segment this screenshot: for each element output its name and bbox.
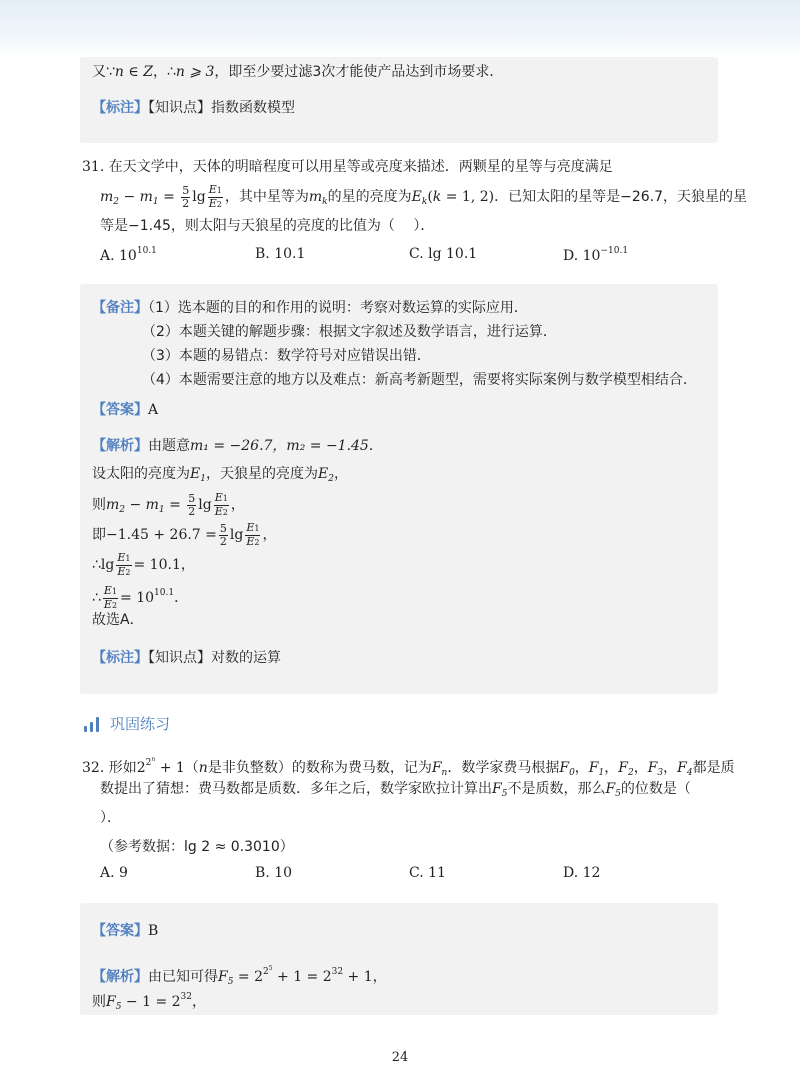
option-a[interactable]: A. $10^{10.1}$ bbox=[100, 246, 157, 264]
question-31-line3: 等是−1.45，则太阳与天狼星的亮度的比值为（ ）． bbox=[100, 218, 435, 234]
question-32-line1: 32. 形如$2^{2^n} + 1(n$是非负整数）的数称为费马数，记为$F_n$．数学家费马根据$F_0$，$F_1$，$F_2$，$F_3$，$F_4$都是质 bbox=[82, 756, 735, 778]
analysis-conclusion: 故选A． bbox=[92, 612, 144, 628]
analysis-line-3: 则$m_2 - m_1$ = $\frac{5}{2}$ lg $\frac{E1}{E2}$ ， bbox=[92, 490, 245, 518]
answer-line: 【答案】B bbox=[92, 923, 159, 939]
knowledge-tag: 【标注】【知识点】指数函数模型 bbox=[92, 100, 295, 116]
previous-solution-box bbox=[80, 57, 718, 143]
answer-line: 【答案】A bbox=[92, 402, 159, 418]
option-c[interactable]: C. 11 bbox=[409, 865, 446, 881]
note-line-1: 【备注】（1）选本题的目的和作用的说明：考察对数运算的实际应用． bbox=[92, 300, 528, 316]
analysis-line-2: 设太阳的亮度为$E_1$，天狼星的亮度为$E_2$， bbox=[92, 466, 348, 484]
analysis-line-2: 则$F_5 - 1 = 2^{32}$， bbox=[92, 992, 206, 1012]
option-c[interactable]: C. lg 10.1 bbox=[409, 246, 478, 262]
question-32-solution-box bbox=[80, 903, 718, 1015]
page-number: 24 bbox=[391, 1050, 409, 1065]
option-a[interactable]: A. 9 bbox=[100, 865, 128, 881]
analysis-line-1: 【解析】由题意m₁ = −26.7，m₂ = −1.45． bbox=[92, 438, 383, 454]
option-d[interactable]: D. 12 bbox=[563, 865, 601, 881]
option-d[interactable]: D. $10^{-10.1}$ bbox=[563, 246, 629, 264]
option-b[interactable]: B. 10.1 bbox=[255, 246, 306, 262]
question-32-reference: （参考数据：lg 2 ≈ 0.3010） bbox=[100, 839, 294, 855]
analysis-line-4: 即−1.45 + 26.7 = $\frac{5}{2}$ lg $\frac{E1}{E2}$ ， bbox=[92, 520, 277, 548]
analysis-line-1: 【解析】由已知可得$F_5 = 2^{2^5} + 1 = 2^{32} + 1$， bbox=[92, 965, 387, 987]
bar-chart-icon bbox=[84, 716, 102, 732]
question-32-line3: ）． bbox=[100, 810, 121, 826]
section-title: 巩固练习 bbox=[110, 715, 171, 733]
question-31-line1: 31. 在天文学中，天体的明暗程度可以用星等或亮度来描述．两颗星的星等与亮度满足 bbox=[82, 159, 613, 175]
question-31-solution-box bbox=[80, 284, 718, 694]
note-line-4: （4）本题需要注意的地方以及难点：新高考新题型，需要将实际案例与数学模型相结合. bbox=[142, 372, 688, 388]
analysis-line-5: ∴lg $\frac{E1}{E2}$ = 10.1， bbox=[92, 550, 195, 578]
knowledge-tag: 【标注】【知识点】对数的运算 bbox=[92, 650, 281, 666]
question-31-line2: $m_2 - m_1$ = $\frac{5}{2}$ lg $\frac{E1}{E2}$ ，其中星等为$m_k$的星的亮度为$E_k(k = 1$, 2)．已知太阳的星等是−26.7，天狼星的星 bbox=[100, 182, 747, 210]
note-line-2: （2）本题关键的解题步骤：根据文字叙述及数学语言，进行运算． bbox=[142, 324, 557, 340]
solution-conclusion-line: 又∵n ∈ Z，∴n ⩾ 3，即至少要过滤3次才能使产品达到市场要求． bbox=[92, 64, 504, 80]
option-b[interactable]: B. 10 bbox=[255, 865, 293, 881]
analysis-line-6: ∴ $\frac{E1}{E2}$ = $10^{10.1}$． bbox=[92, 583, 189, 611]
note-line-3: （3）本题的易错点：数学符号对应错误出错． bbox=[142, 348, 431, 364]
page-header-band bbox=[0, 0, 800, 58]
question-32-line2: 数提出了猜想：费马数都是质数．多年之后，数学家欧拉计算出$F_5$不是质数，那么$F_5$的位数是（ bbox=[100, 781, 691, 799]
